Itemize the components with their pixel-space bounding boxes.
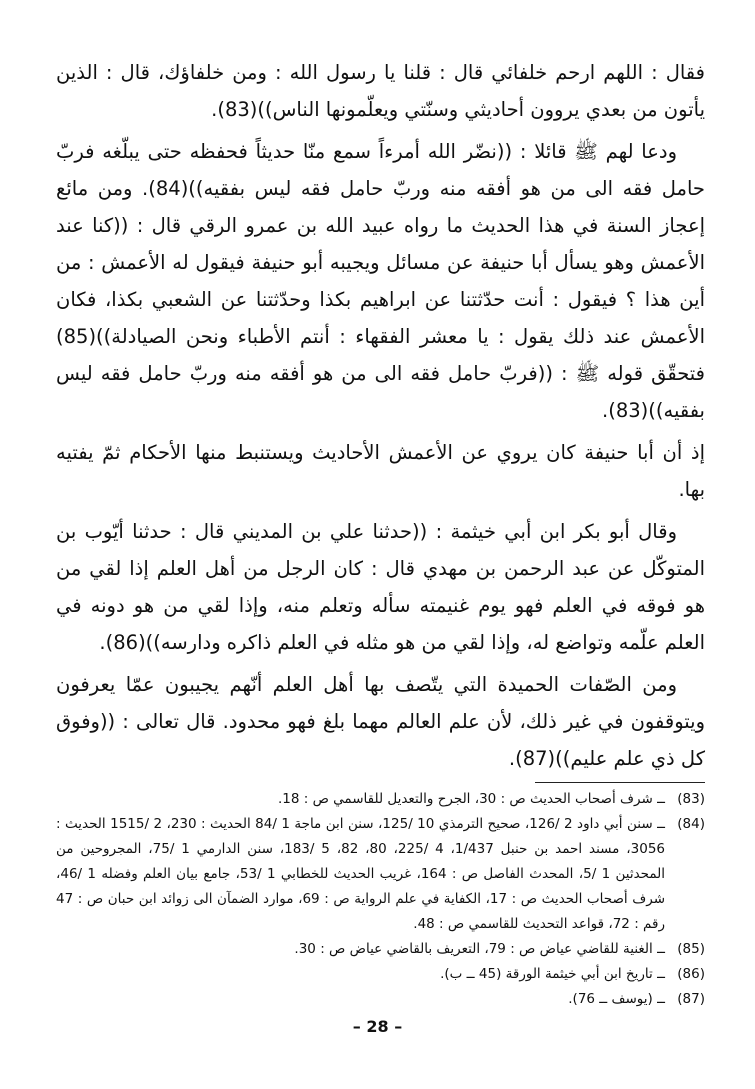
footnote-number: (87) [677, 991, 705, 1007]
footnote-85 [56, 937, 705, 962]
footnote-number: (86) [677, 966, 705, 982]
paragraph-5: ومن الصّفات الحميدة التي يتّصف بها أهل العلم أنّهم يجيبون عمّا يعرفون ويتوقفون في غير ذلك، لأن علم العالم مهما بلغ فهو محدود. قال تعالى : ((وفوق كل ذي علم عليم))(87). [56, 673, 705, 770]
footnote-number: (84) [677, 816, 705, 832]
page-number: – 28 – [352, 1017, 403, 1036]
footnote-87 [56, 987, 705, 1012]
footnote-text: ــ شرف أصحاب الحديث ص : 30، الجرح والتعديل للقاسمي ص : 18. [277, 791, 665, 807]
footnote-83 [56, 787, 705, 812]
footnote-text: ــ تاريخ ابن أبي خيثمة الورقة (45 ــ ب). [440, 966, 665, 982]
paragraph-4: وقال أبو بكر ابن أبي خيثمة : ((حدثنا علي بن المديني قال : حدثنا أيّوب بن المتوكّل عن عبد الرحمن بن مهدي قال : كان الرجل من أهل العلم إذا لقي من هو فوقه في العلم فهو يوم غنيمته سأله وتعلم منه، وإذا لقي من هو دونه في العلم علّمه وتواضع له، وإذا لقي من هو مثله في العلم ذاكره ودارسه))(86). [56, 520, 705, 654]
paragraph-3: إذ أن أبا حنيفة كان يروي عن الأعمش الأحاديث ويستنبط منها الأحكام ثمّ يفتيه بها. [56, 441, 705, 501]
footnote-divider [535, 782, 705, 783]
footnote-number: (83) [677, 791, 705, 807]
page-body [56, 54, 705, 1012]
footnote-text: ــ سنن أبي داود 2 /126، صحيح الترمذي 10 /125، سنن ابن ماجة 1 /84 الحديث : 230، 2 /1515 الحديث : 3056، مسند احمد بن حنبل 1/437، 4 /225، 80، 82، 5 /183، سنن الدارمي 1 /75، المجروحين من المحدثين 1 /5، المحدث الفاصل ص : 164، غريب الحديث للخطابي 1 /53، جامع بيان العلم وفضله 1 /46، شرف أصحاب الحديث ص : 17، الكفاية في علم الرواية ص : 69، موارد الضمآن الى زوائد ابن حبان ص : 47 رقم : 72، قواعد التحديث للقاسمي ص : 48. [56, 816, 666, 932]
paragraph-2: ودعا لهم ﷺ قائلا : ((نضّر الله أمرءاً سمع منّا حديثاً فحفظه حتى يبلّغه فربّ حامل فقه الى من هو أفقه منه وربّ حامل فقه ليس بفقيه))(84). ومن مائع إعجاز السنة في هذا الحديث ما رواه عبيد الله بن عمرو الرقي قال : ((كنا عند الأعمش وهو يسأل أبا حنيفة عن مسائل ويجيبه أبو حنيفة فيقول له الأعمش : من أين هذا ؟ فيقول : أنت حدّثتنا عن ابراهيم بكذا وحدّثتنا عن الشعبي بكذا، فكان الأعمش عند ذلك يقول : يا معشر الفقهاء : أنتم الأطباء ونحن الصيادلة))(85) فتحقّق قوله ﷺ : ((فربّ حامل فقه الى من هو أفقه منه وربّ حامل فقه ليس بفقيه))(83). [56, 140, 705, 422]
footnote-84 [56, 812, 705, 937]
footnote-text: ــ (يوسف ــ 76). [568, 991, 665, 1007]
footnote-text: ــ الغنية للقاضي عياض ص : 79، التعريف بالقاضي عياض ص : 30. [294, 941, 665, 957]
footnote-number: (85) [677, 941, 705, 957]
paragraph-1: فقال : اللهم ارحم خلفائي قال : قلنا يا رسول الله : ومن خلفاؤك، قال : الذين يأتون من بعدي يروون أحاديثي وسنّتي ويعلّمونها الناس))(83). [56, 61, 705, 121]
footnote-86 [56, 962, 705, 987]
